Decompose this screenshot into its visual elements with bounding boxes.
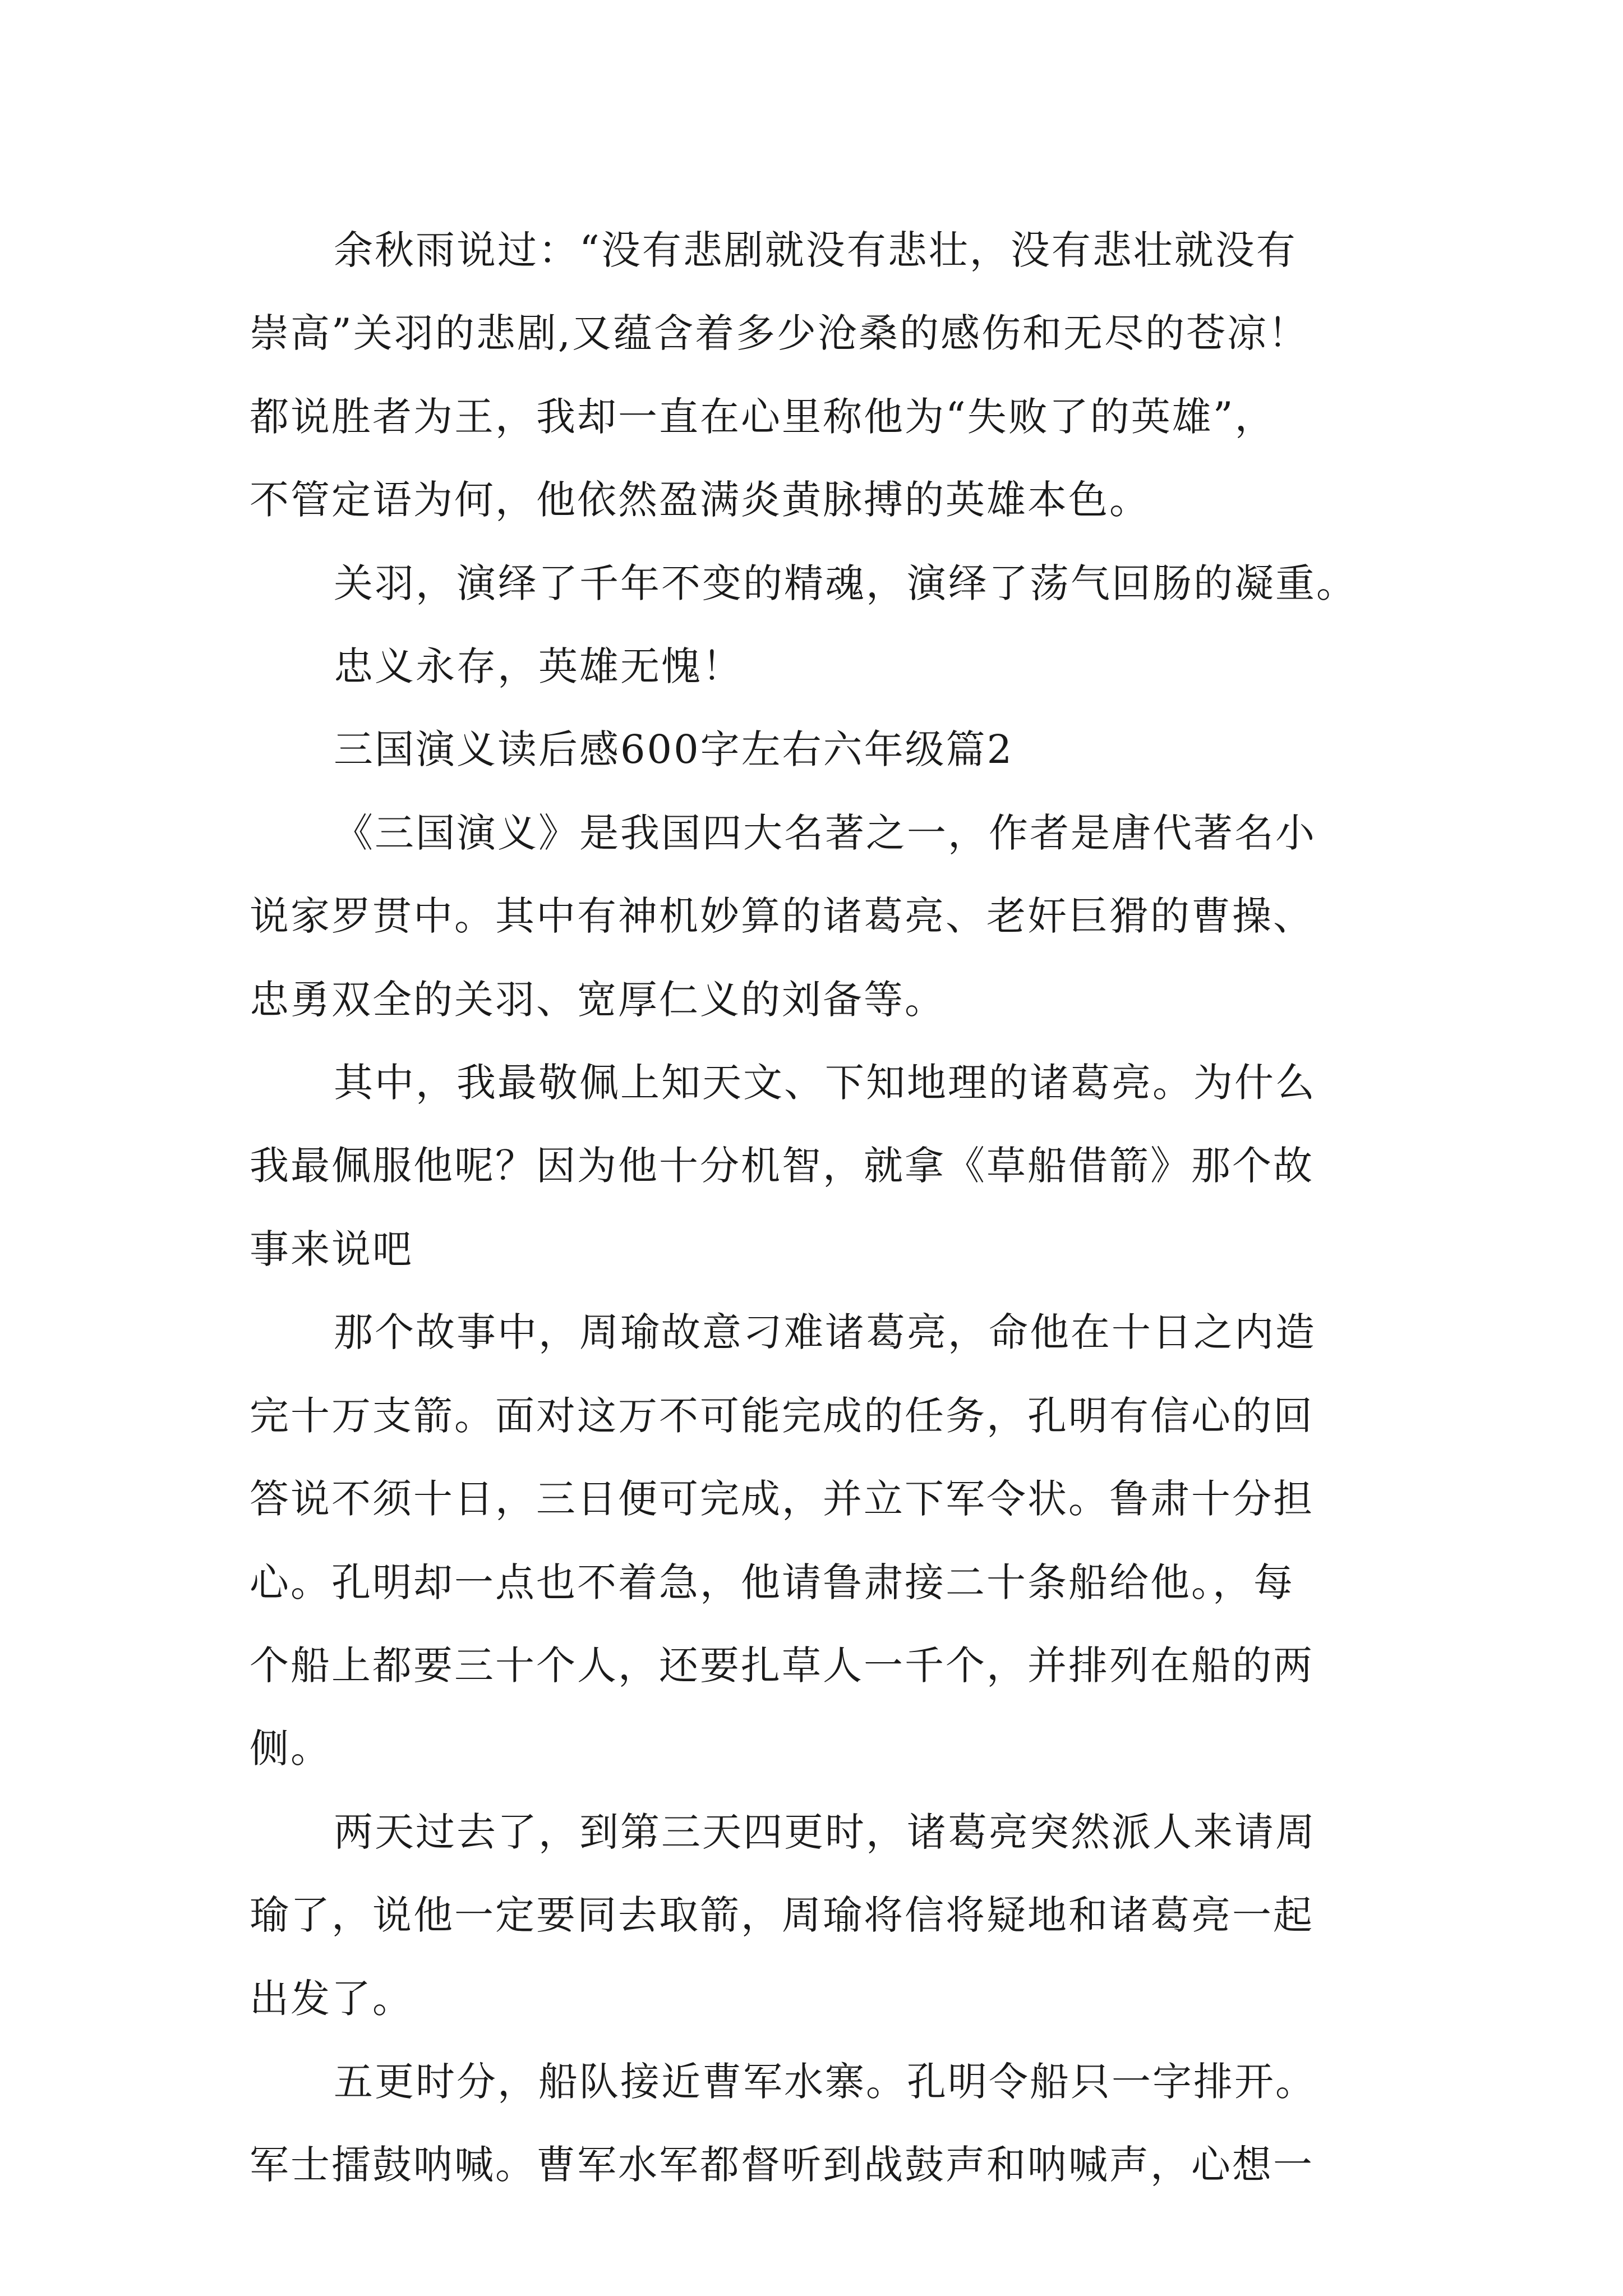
- paragraph: [250, 792, 1394, 1041]
- paragraph: [250, 2040, 1394, 2207]
- document-body: [250, 209, 1394, 2207]
- paragraph: [250, 542, 1394, 625]
- text-line: 余秋雨说过：“没有悲剧就没有悲壮，没有悲壮就没有: [334, 227, 1297, 273]
- paragraph: [250, 625, 1394, 708]
- section-heading: [250, 708, 1394, 791]
- text-line: 那个故事中，周瑜故意刁难诸葛亮，命他在十日之内造: [334, 1309, 1316, 1356]
- heading-text: 三国演义读后感600字左右六年级篇2: [334, 726, 1014, 773]
- paragraph: [250, 1791, 1394, 2040]
- text-line: 我最佩服他呢？因为他十分机智，就拿《草船借箭》那个故: [250, 1143, 1314, 1189]
- text-line: 不管定语为何，他依然盈满炎黄脉搏的英雄本色。: [250, 477, 1150, 523]
- text-line: 答说不须十日，三日便可完成，并立下军令状。鲁肃十分担: [250, 1476, 1314, 1522]
- text-line: 军士擂鼓呐喊。曹军水军都督听到战鼓声和呐喊声，心想一: [250, 2142, 1314, 2188]
- text-line: 忠勇双全的关羽、宽厚仁义的刘备等。: [250, 976, 946, 1023]
- text-line: 出发了。: [250, 1975, 413, 2022]
- text-line: 崇高”关羽的悲剧,又蕴含着多少沧桑的感伤和无尽的苍凉！: [250, 310, 1310, 357]
- text-line: 两天过去了，到第三天四更时，诸葛亮突然派人来请周: [334, 1809, 1316, 1855]
- text-line: 都说胜者为王，我却一直在心里称他为“失败了的英雄”，: [250, 393, 1276, 440]
- text-line: 心。孔明却一点也不着急，他请鲁肃接二十条船给他。，每: [250, 1559, 1294, 1605]
- text-line: 侧。: [250, 1726, 331, 1772]
- paragraph: [250, 209, 1394, 542]
- text-line: 《三国演义》是我国四大名著之一，作者是唐代著名小: [334, 809, 1316, 856]
- text-line: 瑜了，说他一定要同去取箭，周瑜将信将疑地和诸葛亮一起: [250, 1892, 1314, 1939]
- paragraph: [250, 1041, 1394, 1291]
- text-line: 事来说吧: [250, 1226, 413, 1272]
- text-line: 关羽，演绎了千年不变的精魂，演绎了荡气回肠的凝重。: [334, 560, 1357, 606]
- text-line: 其中，我最敬佩上知天文、下知地理的诸葛亮。为什么: [334, 1060, 1316, 1106]
- text-line: 说家罗贯中。其中有神机妙算的诸葛亮、老奸巨猾的曹操、: [250, 893, 1314, 940]
- text-line: 完十万支箭。面对这万不可能完成的任务，孔明有信心的回: [250, 1392, 1314, 1439]
- text-line: 五更时分，船队接近曹军水寨。孔明令船只一字排开。: [334, 2058, 1316, 2105]
- paragraph: [250, 1291, 1394, 1790]
- text-line: 忠义永存，英雄无愧！: [334, 643, 743, 690]
- text-line: 个船上都要三十个人，还要扎草人一千个，并排列在船的两: [250, 1642, 1314, 1688]
